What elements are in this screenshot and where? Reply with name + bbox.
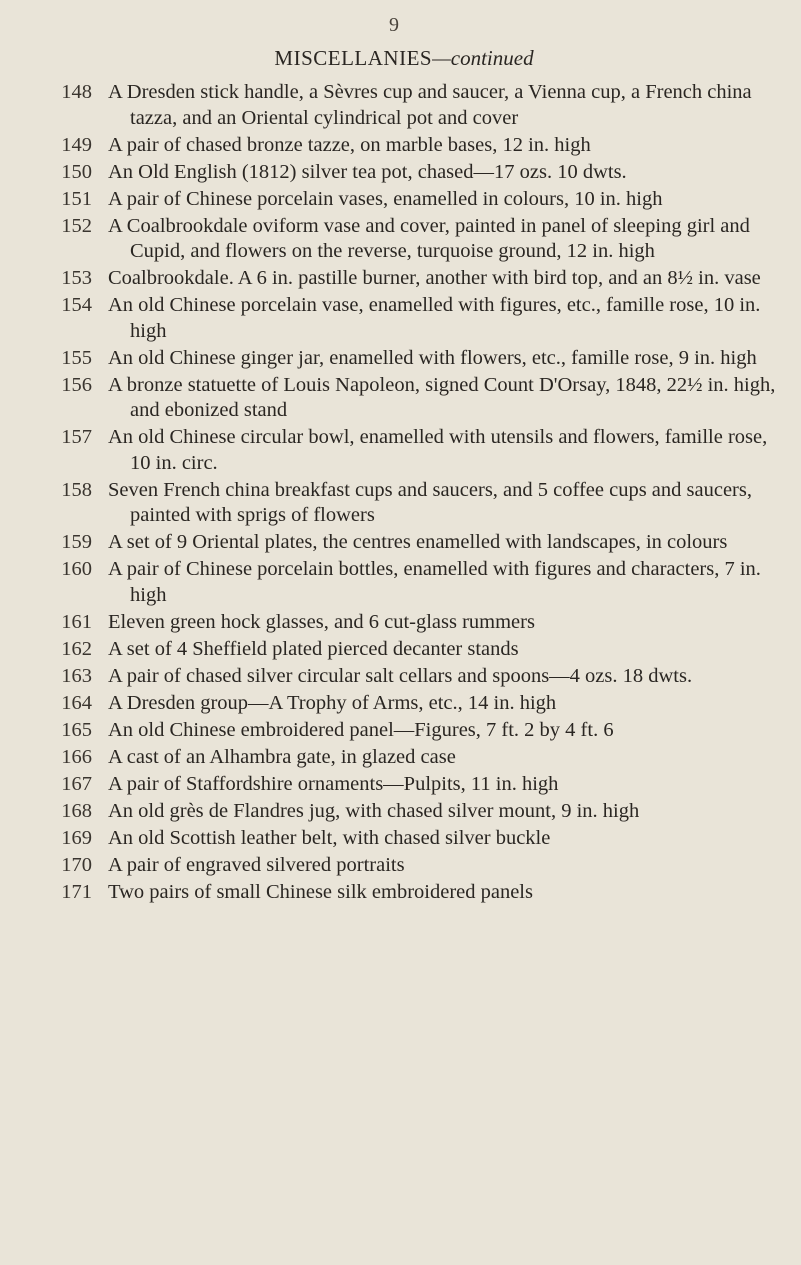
lot-description: An old Chinese circular bowl, enamelled with utensils and flowers, famille rose, 10 in. circ. bbox=[108, 426, 768, 474]
list-item bbox=[32, 557, 782, 608]
list-item bbox=[32, 160, 782, 186]
lot-number: 165 bbox=[61, 718, 92, 741]
lot-description: A pair of chased bronze tazze, on marble bases, 12 in. high bbox=[108, 133, 591, 156]
list-item bbox=[32, 745, 782, 771]
lot-number: 157 bbox=[61, 426, 92, 448]
list-item bbox=[32, 133, 782, 159]
list-item bbox=[32, 214, 782, 265]
list-item bbox=[32, 266, 782, 292]
list-item bbox=[32, 880, 782, 906]
page-title bbox=[84, 46, 724, 71]
lot-description: Coalbrookdale. A 6 in. pastille burner, another with bird top, and an 8½ in. vase bbox=[108, 267, 761, 289]
lot-number: 164 bbox=[61, 691, 92, 714]
list-item bbox=[32, 853, 782, 879]
lot-description: A Dresden stick handle, a Sèvres cup and saucer, a Vienna cup, a French china tazza, and an Oriental cylindrical pot and cover bbox=[108, 81, 752, 129]
lot-number: 171 bbox=[61, 880, 92, 903]
list-item bbox=[32, 772, 782, 798]
lot-description: A Coalbrookdale oviform vase and cover, painted in panel of sleeping girl and Cupid, and flowers on the reverse, turquoise ground, 12 in. high bbox=[108, 214, 750, 262]
lot-description: Two pairs of small Chinese silk embroidered panels bbox=[108, 880, 533, 903]
lot-number: 153 bbox=[61, 267, 92, 289]
lot-description: A pair of engraved silvered portraits bbox=[108, 853, 405, 876]
lot-description: Seven French china breakfast cups and saucers, and 5 coffee cups and saucers, painted with sprigs of flowers bbox=[108, 478, 752, 526]
list-item bbox=[32, 718, 782, 744]
lot-number: 168 bbox=[61, 799, 92, 822]
lot-list bbox=[32, 80, 782, 907]
lot-description: A pair of chased silver circular salt cellars and spoons—4 ozs. 18 dwts. bbox=[108, 664, 693, 687]
list-item bbox=[32, 799, 782, 825]
list-item bbox=[32, 637, 782, 663]
section-title: MISCELLANIES bbox=[274, 46, 433, 70]
lot-number: 158 bbox=[61, 478, 92, 501]
list-item bbox=[32, 826, 782, 852]
lot-description: A bronze statuette of Louis Napoleon, signed Count D'Orsay, 1848, 22½ in. high, and ebonized stand bbox=[108, 373, 776, 421]
lot-description: A pair of Chinese porcelain bottles, enamelled with figures and characters, 7 in. high bbox=[108, 558, 761, 606]
lot-number: 170 bbox=[61, 853, 92, 876]
lot-number: 154 bbox=[61, 294, 92, 316]
list-item bbox=[32, 610, 782, 636]
lot-description: A pair of Chinese porcelain vases, enamelled in colours, 10 in. high bbox=[108, 187, 663, 210]
lot-number: 166 bbox=[61, 745, 92, 768]
lot-number: 152 bbox=[61, 214, 92, 237]
page-number: 9 bbox=[389, 14, 399, 36]
list-item bbox=[32, 530, 782, 556]
lot-description: An old Scottish leather belt, with chased silver buckle bbox=[108, 826, 551, 849]
lot-description: An old Chinese ginger jar, enamelled with flowers, etc., famille rose, 9 in. high bbox=[108, 346, 757, 369]
list-item bbox=[32, 373, 782, 424]
lot-number: 160 bbox=[61, 558, 92, 580]
lot-description: Eleven green hock glasses, and 6 cut-glass rummers bbox=[108, 610, 535, 633]
lot-number: 167 bbox=[61, 772, 92, 795]
lot-number: 159 bbox=[61, 531, 92, 553]
lot-description: An old grès de Flandres jug, with chased silver mount, 9 in. high bbox=[108, 799, 640, 822]
lot-number: 151 bbox=[61, 187, 92, 210]
list-item bbox=[32, 478, 782, 529]
lot-number: 149 bbox=[61, 133, 92, 156]
lot-description: A set of 4 Sheffield plated pierced decanter stands bbox=[108, 637, 519, 660]
lot-number: 156 bbox=[61, 373, 92, 396]
lot-description: An Old English (1812) silver tea pot, chased—17 ozs. 10 dwts. bbox=[108, 160, 627, 183]
lot-number: 161 bbox=[61, 610, 92, 633]
list-item bbox=[32, 346, 782, 372]
lot-number: 169 bbox=[61, 826, 92, 849]
lot-description: A pair of Staffordshire ornaments—Pulpits, 11 in. high bbox=[108, 772, 559, 795]
list-item bbox=[32, 691, 782, 717]
list-item bbox=[32, 664, 782, 690]
lot-description: An old Chinese porcelain vase, enamelled with figures, etc., famille rose, 10 in. high bbox=[108, 294, 761, 342]
list-item bbox=[32, 187, 782, 213]
lot-number: 155 bbox=[61, 346, 92, 369]
lot-description: A Dresden group—A Trophy of Arms, etc., 14 in. high bbox=[108, 691, 557, 714]
list-item bbox=[32, 80, 782, 131]
continued-label: —continued bbox=[432, 46, 534, 70]
lot-description: An old Chinese embroidered panel—Figures, 7 ft. 2 by 4 ft. 6 bbox=[108, 718, 614, 741]
list-item bbox=[32, 425, 782, 476]
lot-description: A set of 9 Oriental plates, the centres enamelled with landscapes, in colours bbox=[108, 531, 728, 553]
lot-description: A cast of an Alhambra gate, in glazed case bbox=[108, 745, 456, 768]
list-item bbox=[32, 293, 782, 344]
lot-number: 163 bbox=[61, 664, 92, 687]
lot-number: 162 bbox=[61, 637, 92, 660]
lot-number: 150 bbox=[61, 160, 92, 183]
lot-number: 148 bbox=[61, 81, 92, 103]
